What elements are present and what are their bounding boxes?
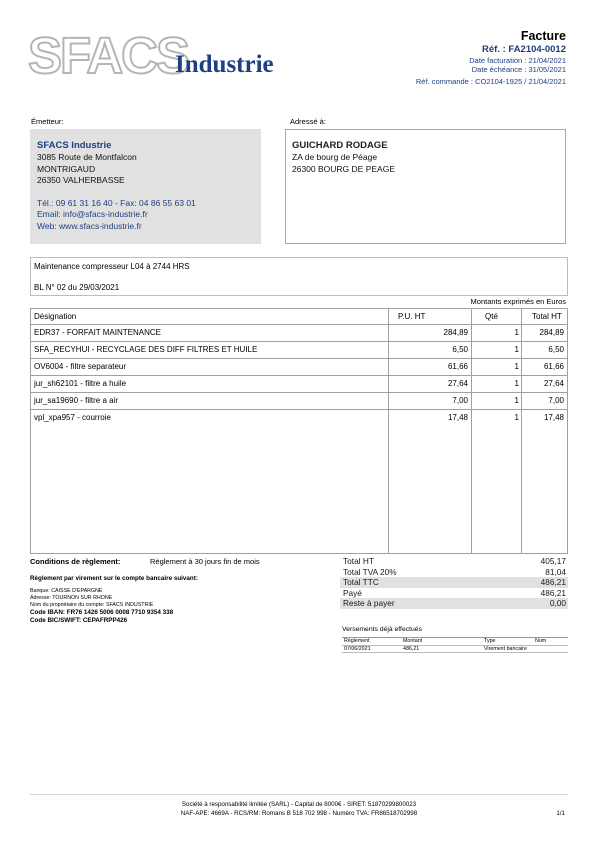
sender-email: Email: info@sfacs-industrie.fr: [37, 209, 148, 219]
sender-name: SFACS Industrie: [37, 140, 112, 151]
footer-line-1: Société à responsabilité limitée (SARL) - Capital de 8000€ - SIRET: 51870299800023: [181, 801, 417, 808]
invoice-lines-table: [30, 308, 568, 554]
recipient-street: ZA de bourg de Péage: [292, 152, 378, 162]
payments-made: [342, 625, 568, 653]
payment-amount: 486,21: [403, 645, 420, 652]
sender-postcode: 26350 VALHERBASSE: [37, 175, 125, 185]
table-row: [31, 325, 567, 342]
recipient-box: [285, 129, 566, 244]
row-designation: jur_sa19690 - filtre a air: [34, 396, 119, 405]
page-number: 1/1: [556, 810, 565, 817]
recipient-label: Adressé à:: [290, 117, 326, 126]
total-label: Total TTC: [343, 577, 379, 587]
total-ht-row: [340, 556, 568, 567]
row-designation: EDR37 - FORFAIT MAINTENANCE: [34, 328, 161, 337]
row-quantity: 1: [514, 396, 519, 405]
payments-title: Versements déjà effectués: [342, 626, 422, 633]
row-total: 7,00: [548, 396, 564, 405]
recipient-name: GUICHARD RODAGE: [292, 140, 388, 151]
total-label: Payé: [343, 587, 362, 598]
header-designation: Désignation: [34, 312, 77, 321]
totals-box: [340, 556, 568, 609]
row-total: 6,50: [548, 345, 564, 354]
payments-table: [342, 637, 568, 653]
row-total: 61,66: [543, 362, 564, 371]
payment-date: 07/06/2021: [344, 645, 371, 652]
intervention-box: [30, 257, 568, 296]
row-designation: SFA_RECYHUI - RECYCLAGE DES DIFF FILTRES ET HUILE: [34, 345, 258, 354]
footer-line-2: NAF-APE: 4669A - RCS/RM: Romans B 518 702 998 - Numéro TVA: FR86518702998: [180, 810, 418, 817]
row-total: 17,48: [543, 413, 564, 422]
total-value: 486,21: [540, 577, 566, 587]
footer-divider: [30, 794, 568, 795]
bic: Code BIC/SWIFT: CEPAFRPP426: [30, 617, 128, 624]
total-value: 81,04: [545, 566, 566, 577]
row-total: 284,89: [539, 328, 564, 337]
table-row: [31, 410, 567, 427]
header-total: Total HT: [532, 312, 562, 321]
legal-footer: [30, 800, 568, 818]
table-header: [31, 309, 567, 325]
table-row: [31, 376, 567, 393]
table-row: [31, 393, 567, 410]
row-quantity: 1: [514, 345, 519, 354]
total-tva-row: [340, 567, 568, 578]
row-unit-price: 17,48: [447, 413, 468, 422]
row-unit-price: 7,00: [452, 396, 468, 405]
total-label: Total TVA 20%: [343, 566, 397, 577]
total-value: 0,00: [549, 598, 566, 608]
logo-suffix: Industrie: [175, 51, 274, 78]
table-row: [31, 359, 567, 376]
header-quantity: Qté: [485, 312, 498, 321]
conditions-value: Règlement à 30 jours fin de mois: [150, 557, 260, 566]
currency-note: Montants exprimés en Euros: [470, 297, 566, 306]
iban: Code IBAN: FR76 1426 5006 0008 7710 9354 338: [30, 609, 174, 616]
row-quantity: 1: [514, 328, 519, 337]
row-designation: jur_sh62101 - filtre a huile: [34, 379, 127, 388]
transfer-title: Règlement par virement sur le compte bancaire suivant:: [30, 575, 198, 582]
row-designation: OV6004 - filtre separateur: [34, 362, 127, 371]
order-ref: Réf. commande : CO2104-1925 / 21/04/2021: [415, 77, 566, 86]
invoice-title: Facture: [520, 29, 566, 43]
row-quantity: 1: [514, 413, 519, 422]
bank-address: Adresse: TOURNON SUR RHONE: [30, 595, 113, 601]
total-label: Reste à payer: [343, 598, 395, 608]
sender-box: [30, 129, 261, 244]
delivery-note: BL N° 02 du 29/03/2021: [34, 283, 120, 292]
sender-web: Web: www.sfacs-industrie.fr: [37, 220, 142, 231]
bank-name: Banque: CAISSE D'EPARGNE: [30, 588, 103, 594]
total-label: Total HT: [343, 556, 374, 566]
total-ttc-row: [340, 577, 568, 588]
sender-city: MONTRIGAUD: [37, 163, 96, 174]
row-total: 27,64: [543, 379, 564, 388]
sender-phone: Tél.: 09 61 31 16 40 - Fax: 04 86 55 63 01: [37, 197, 196, 208]
table-row: [31, 342, 567, 359]
payment-type: Virement bancaire: [484, 645, 527, 652]
sender-street: 3085 Route de Montfalcon: [37, 152, 137, 162]
header-reglement: Règlement: [344, 638, 370, 644]
total-value: 405,17: [540, 556, 566, 566]
row-designation: vpl_xpa957 - courroie: [34, 413, 111, 422]
payments-header-row: [342, 638, 568, 646]
row-unit-price: 284,89: [443, 328, 468, 337]
company-logo: [28, 27, 288, 84]
invoice-ref: Réf. : FA2104-0012: [482, 44, 566, 55]
invoice-header: [416, 29, 566, 86]
invoice-date: Date facturation : 21/04/2021: [469, 56, 566, 65]
bank-details: [30, 588, 173, 625]
sender-label: Émetteur:: [31, 117, 64, 126]
row-unit-price: 6,50: [452, 345, 468, 354]
remaining-row: [340, 598, 568, 609]
logo-brand: SFACS: [28, 27, 189, 84]
recipient-city: 26300 BOURG DE PEAGE: [292, 163, 395, 174]
header-montant: Montant: [403, 638, 423, 644]
header-type: Type: [484, 638, 496, 644]
payment-row: [342, 646, 568, 654]
row-quantity: 1: [514, 379, 519, 388]
conditions-label: Conditions de règlement:: [30, 557, 121, 566]
header-unit-price: P.U. HT: [398, 312, 426, 321]
row-quantity: 1: [514, 362, 519, 371]
intervention-description: Maintenance compresseur L04 à 2744 HRS: [34, 262, 190, 271]
paid-row: [340, 588, 568, 599]
row-unit-price: 27,64: [447, 379, 468, 388]
account-owner: Nom du propriétaire du compte: SFACS INDUSTRIE: [30, 602, 154, 608]
header-num: Num: [535, 638, 547, 644]
total-value: 486,21: [540, 587, 566, 598]
due-date: Date échéance : 31/05/2021: [471, 65, 566, 74]
row-unit-price: 61,66: [447, 362, 468, 371]
